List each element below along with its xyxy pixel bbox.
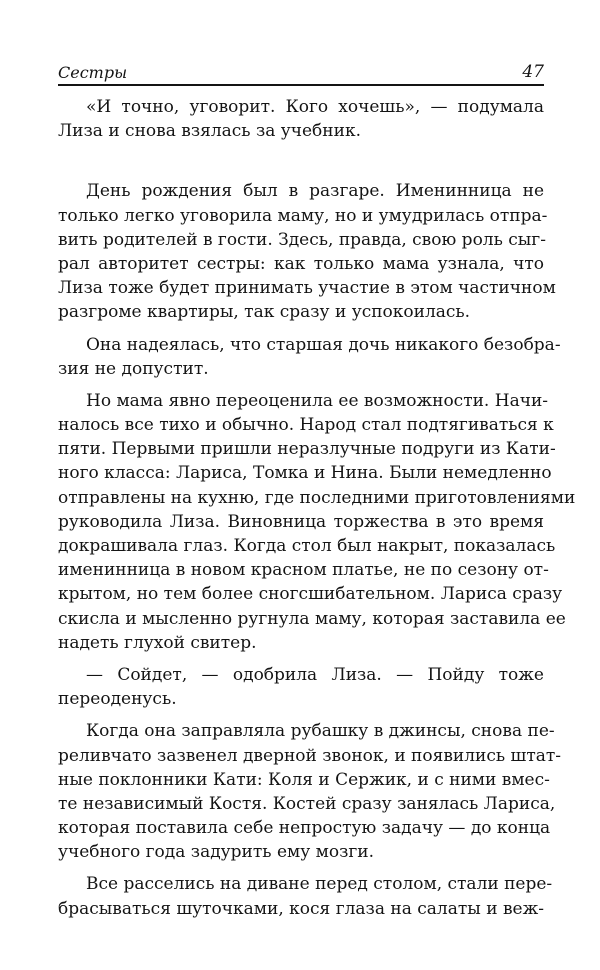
text-line: ного класса: Лариса, Томка и Нина. Были немедленно: [58, 463, 552, 484]
text-line: вить родителей в гости. Здесь, правда, свою роль сыг-: [58, 229, 546, 250]
text-line: Но мама явно переоценила ее возможности. Начи-: [86, 390, 549, 411]
text-line: пяти. Первыми пришли неразлучные подруги из Кати-: [58, 439, 556, 460]
paragraph-gap: [58, 325, 544, 333]
text-line: Все расселись на диване перед столом, стали пере-: [86, 874, 553, 895]
text-line: докрашивала глаз. Когда стол был накрыт, показалась: [58, 536, 556, 556]
text-line: учебного года задурить ему мозги.: [58, 842, 375, 863]
text-line: именинница в новом красном платье, не по сезону от-: [58, 560, 549, 581]
text-line: крытом, но тем более сногсшибательном. Лариса сразу: [58, 584, 563, 605]
text-line: — Сойдет, — одобрила Лиза. — Пойду тоже: [86, 664, 544, 685]
text-line: руководила Лиза. Виновница торжества в это время: [58, 511, 544, 532]
text-line: переоденусь.: [58, 689, 177, 710]
text-line: Лиза и снова взялась за учебник.: [58, 121, 361, 142]
text-line: День рождения был в разгаре. Именинница не: [86, 181, 544, 202]
page-number: 47: [522, 62, 544, 82]
text-line: Она надеялась, что старшая дочь никакого безобра-: [86, 334, 561, 355]
running-title: Сестры: [58, 63, 128, 82]
text-line: которая поставила себе непростую задачу — до конца: [58, 818, 551, 839]
paragraph-gap: [58, 381, 544, 389]
text-line: Когда она заправляла рубашку в джинсы, снова пе-: [86, 721, 555, 742]
text-line: ные поклонники Кати: Коля и Сержик, и с ними вмес-: [58, 769, 550, 790]
body-text: [58, 95, 576, 921]
text-line: только легко уговорила маму, но и умудрилась отпра-: [58, 205, 548, 226]
text-line: отправлены на кухню, где последними приготовлениями: [58, 487, 576, 508]
text-line: разгроме квартиры, так сразу и успокоилась.: [58, 302, 471, 323]
text-line: Лиза тоже будет принимать участие в этом частичном: [58, 278, 556, 299]
paragraph-gap: [58, 864, 544, 872]
text-line: зия не допустит.: [58, 358, 209, 379]
page-header: [58, 58, 544, 86]
text-line: скисла и мысленно ругнула маму, которая заставила ее: [58, 608, 566, 629]
text-line: надеть глухой свитер.: [58, 632, 257, 653]
paragraph-gap: [58, 711, 544, 719]
book-page: [58, 0, 576, 970]
text-line: «И точно, уговорит. Кого хочешь», — подумала: [86, 97, 544, 117]
text-line: налось все тихо и обычно. Народ стал подтягиваться к: [58, 415, 554, 436]
paragraph-gap: [58, 655, 544, 663]
text-line: рал авторитет сестры: как только мама узнала, что: [58, 253, 544, 274]
section-break: [58, 143, 544, 179]
text-line: реливчато зазвенел дверной звонок, и появились штат-: [58, 745, 562, 766]
text-line: брасываться шуточками, кося глаза на салаты и веж-: [58, 898, 544, 919]
text-line: те независимый Костя. Костей сразу занялась Лариса,: [58, 793, 556, 814]
